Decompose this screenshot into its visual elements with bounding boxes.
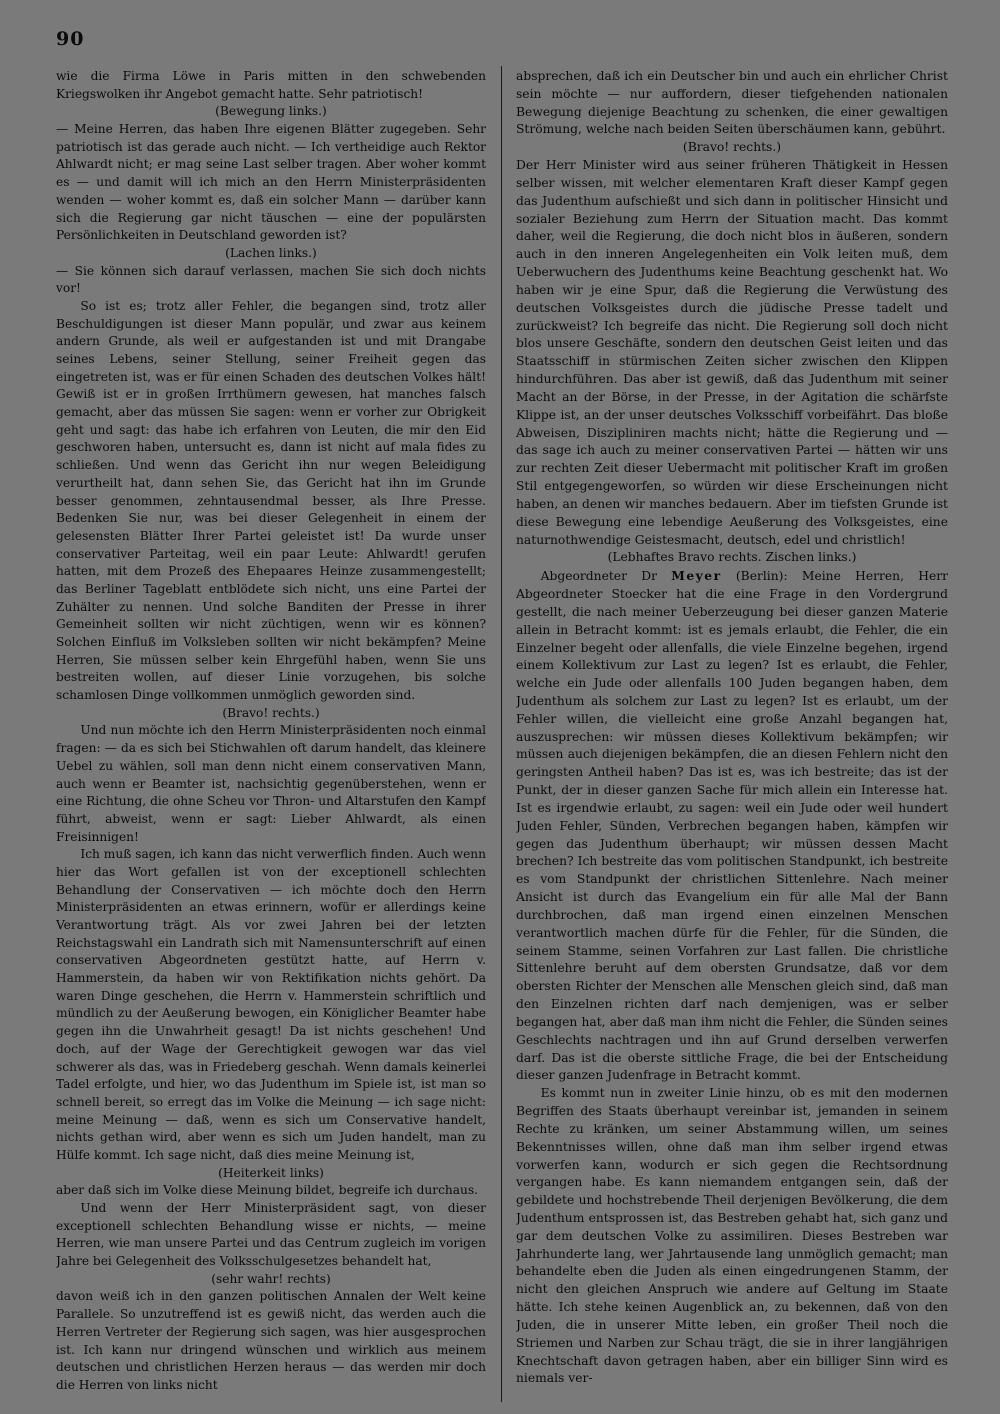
paragraph: Der Herr Minister wird aus seiner früheren Thätigkeit in Hessen selber wissen, mit welcher elementaren Kraft dieser Kampf gegen das Judenthum aufschießt und sich dann in politischer Hinsicht und sozialer Beziehung zum Herrn der Situation macht. Das kommt daher, weil die Regierung, die doch nicht blos in äußeren, sondern auch in den inneren Angelegenheiten ein Volk leiten muß, dem Ueberwuchern des Judenthums keine Beachtung geschenkt hat. Wo haben wir je eine Spur, daß die Regierung die Verwüstung des deutschen Volksgeistes durch die jüdische Presse tadelt und zurückweist? Ich begreife das nicht. Die Regierung soll doch nicht blos unsere Geschäfte, sondern den deutschen Geist leiten und das Staatsschiff in stürmischen Zeiten sicher zwischen den Klippen hindurchführen. Das aber ist gewiß, daß das Judenthum mit seiner Macht an der Börse, in der Presse, in der Agitation die schärfste Klippe ist, an der unser deutsches Volksschiff vorbeifährt. Das bloße Abweisen, Diszipliniren machts nicht; hätte die Regierung und — das sage ich auch zu meiner conservativen Partei — hätten wir uns zur rechten Zeit dieser Uebermacht mit politischer Kraft im großen Stil entgegengeworfen, so würden wir diese Erscheinungen nicht haben, an denen wir manches bedauern. Aber im tiefsten Grunde ist diese Bewegung eine lebendige Aeußerung des Volksgeistes, eine naturnothwendige Geistesmacht, deutsch, edel und christlich!: [516, 158, 948, 547]
paragraph: Und nun möchte ich den Herrn Ministerpräsidenten noch einmal fragen: — da es sich bei Stichwahlen oft darum handelt, das kleinere Uebel zu wählen, soll man denn nicht einem conservativen Mann, auch wenn er Beamter ist, nachsichtig gegenüberstehen, wenn er eine Richtung, die ohne Scheu vor Thron- und Altarstufen den Kampf führt, abweist, wenn er sagt: Lieber Ahlwardt, als einen Freisinnigen!: [56, 723, 486, 844]
left-column: [56, 68, 486, 1398]
paragraph: aber daß sich im Volke diese Meinung bildet, begreife ich durchaus.: [56, 1183, 478, 1198]
paragraph: Ich muß sagen, ich kann das nicht verwerflich finden. Auch wenn hier das Wort gefallen ist von der exceptionell schlechten Behandlung der Conservativen — ich möchte doch den Herrn Ministerpräsidenten an etwas erinnern, wofür er allerdings keine Verantwortung trägt. Als vor zwei Jahren bei der letzten Reichstagswahl ein Landrath sich mit Namensunterschrift auf einen conservativen Abgeordneten gestützt hatte, auf Herrn v. Hammerstein, da haben wir von Rektifikation nichts gehört. Da waren Dinge geschehen, die Herrn v. Hammerstein schriftlich und mündlich zu der Aeußerung bewogen, ein Königlicher Beamter habe gegen ihn die Unwahrheit gesagt! Da ist nichts geschehen! Und doch, auf der Wage der Gerechtigkeit gewogen war das viel schwerer als das, was in Friedeberg geschah. Wenn damals keinerlei Tadel erfolgte, und hier, wo das Judenthum im Spiele ist, ist man so schnell bereit, so erregt das im Volke die Meinung — ich sage nicht: meine Meinung — daß, wenn es sich um Conservative handelt, nichts gethan wird, aber wenn es sich um Juden handelt, man zu Hülfe kommt. Ich sage nicht, daß dies meine Meinung ist,: [56, 847, 486, 1162]
paragraph: So ist es; trotz aller Fehler, die begangen sind, trotz aller Beschuldigungen ist dieser Mann populär, und zwar aus keinem andern Grunde, als weil er aufgestanden ist und mit Drangabe seines Lebens, seiner Stellung, seiner Freiheit gegen das eingetreten ist, was er für einen Schaden des deutschen Volkes hält! Gewiß ist er in großen Irrthümern gewesen, hat manches falsch gemacht, aber das müssen Sie sagen: wenn er vorher zur Obrigkeit geht und sagt: das habe ich erfahren von Leuten, die mir den Eid geschworen haben, untersucht es, dann ist nicht auf mala fides zu schließen. Und wenn das Gericht ihn nur wegen Beleidigung verurtheilt hat, dann sehen Sie, das Gericht hat ihn im Grunde besser genommen, zehntausendmal besser, als Ihre Presse. Bedenken Sie nur, was bei dieser Gelegenheit in einem der gelesensten Blätter Ihrer Partei geleistet ist! Da wurde unser conservativer Parteitag, weil ein paar Leute: Ahlwardt! gerufen hatten, mit dem Prozeß des Ehepaares Heinze zusammengestellt; das Berliner Tageblatt entblödete sich nicht, uns eine Partei der Zuhälter zu nennen. Und solche Banditen der Presse in ihrer Gemeinheit sollten wir nicht züchtigen, wenn wir es können? Solchen Einfluß im Volksleben sollten wir nicht bekämpfen? Meine Herren, Sie müssen selber kein Ehrgefühl haben, wenn Sie uns bestreiten wollen, auf dieser Linie vorzugehen, bis solche schamlosen Dinge vollkommen unmöglich geworden sind.: [56, 298, 486, 703]
parenthetical-remark: (sehr wahr! rechts): [211, 1271, 331, 1286]
parenthetical-remark: (Bravo! rechts.): [682, 140, 782, 155]
parenthetical-remark: (Bravo! rechts.): [222, 705, 320, 720]
speaker-title: Abgeordneter Dr: [540, 569, 672, 584]
paragraph: Es kommt nun in zweiter Linie hinzu, ob es mit den modernen Begriffen des Staats überhaupt vereinbar ist, jemanden in seinem Rechte zu kränken, um seiner Abstammung willen, um seines Bekenntnisses willen, ohne daß man ihm selber irgend etwas vorwerfen kann, wodurch er sich gegen die Rechtsordnung vergangen habe. Es kann niemandem entgangen sein, daß der gebildete und hochstrebende Theil derjenigen Bevölkerung, die dem Judenthum entsprossen ist, das Bestreben gehabt hat, sich ganz und gar dem deutschen Volke zu assimiliren. Dieses Bestreben war Jahrhunderte lang, wer Jahrtausende lang unmöglich gemacht; man behandelte eben die Juden als einen eingedrungenen Stamm, der nicht den gleichen Anspruch wie andere auf Geltung im Staate hätte. Ich stehe keinen Augenblick an, zu bekennen, daß von den Juden, die in unserer Mitte leben, ein großer Theil noch die Striemen und Narben zur Schau trägt, die sie in ihrer langjährigen Knechtschaft davon getragen haben, aber ein billiger Sinn wird es niemals ver-: [516, 1086, 948, 1386]
parenthetical-remark: (Lachen links.): [225, 245, 317, 260]
paragraph: Und wenn der Herr Ministerpräsident sagt, von dieser exceptionell schlechten Behandlung wisse er nichts, — meine Herren, wie man unsere Partei und das Centrum zugleich im vorigen Jahre bei Gelegenheit des Volksschulgesetzes behandelt hat,: [56, 1201, 486, 1269]
column-divider: [501, 66, 502, 1402]
paragraph: — Meine Herren, das haben Ihre eigenen Blätter zugegeben. Sehr patriotisch ist das gerade auch nicht. — Ich vertheidige auch Rektor Ahlwardt nicht; er mag seine Last selber tragen. Aber woher kommt es — und damit will ich mich an den Herrn Ministerpräsidenten wenden — woher kommt es, daß ein solcher Mann — darüber kann sich die Regierung gar nicht täuschen — eine der populärsten Persönlichkeiten in Deutschland geworden ist?: [56, 122, 486, 243]
right-column: [516, 68, 948, 1398]
parenthetical-remark: (Heiterkeit links): [218, 1165, 324, 1180]
paragraph: [516, 567, 948, 1085]
speech-text: (Berlin): Meine Herren, Herr Abgeordneter Stoecker hat die eine Frage in den Vordergrund gestellt, die nach meiner Ueberzeugung bei dieser ganzen Materie allein in Betracht kommt: ist es jemals erlaubt, die Fehler, die ein Einzelner begeht oder allenfalls, die viele Einzelne begehen, irgend einem Kollektivum zur Last zu legen? Ist es erlaubt, die Fehler, welche ein Jude oder allenfalls 100 Juden begangen haben, dem Judenthum als solchem zur Last zu legen? Ist es erlaubt, um der Fehler willen, die vielleicht eine große Anzahl begangen hat, auszusprechen: wir müssen dieses Kollektivum bekämpfen; wir müssen auch diejenigen bekämpfen, die an diesen Fehlern nicht den geringsten Antheil haben? Das ist es, was ich bestreite; das ist der Punkt, der in dieser ganzen Sache für mich allein ein Interesse hat. Ist es irgendwie erlaubt, zu sagen: weil ein Jude oder weil hundert Juden Fehler, Sünden, Verbrechen begangen haben, kämpfen wir gegen das Judenthum überhaupt; wir müssen dessen Macht brechen? Ich bestreite das vom politischen Standpunkt, ich bestreite es vom Standpunkt der christlichen Sittenlehre. Nach meiner Ansicht ist durch das Evangelium ein für alle Mal der Bann durchbrochen, daß man irgend einen einzelnen Menschen verantwortlich machen dürfe für die Fehler, für die Sünden, die seinem Stamme, seinen Vorfahren zur Last fallen. Die christliche Sittenlehre beruht auf dem obersten Grundsatze, daß vor dem obersten Richter der Menschen alle Menschen gleich sind, daß man den Einzelnen richten darf nach demjenigen, was er selber begangen hat, aber daß man ihm nicht die Fehler, die Sünden seines Geschlechts nachtragen und ihn auf Grund derselben verwerfen darf. Das ist die oberste sittliche Frage, die bei der Entscheidung dieser ganzen Judenfrage in Betracht kommt.: [516, 569, 948, 1083]
parenthetical-remark: (Bewegung links.): [215, 104, 327, 119]
paragraph: — Sie können sich darauf verlassen, machen Sie sich doch nichts vor!: [56, 263, 486, 296]
parenthetical-remark: (Lebhaftes Bravo rechts. Zischen links.): [607, 550, 857, 565]
paragraph: davon weiß ich in den ganzen politischen Annalen der Welt keine Parallele. So unzutreffend ist es gewiß nicht, das werden auch die Herren Vertreter der Regierung sich sagen, was hier ausgesprochen ist. Ich kann nur dringend wünschen und wirklich aus meinem deutschen und christlichen Herzen heraus — das werden mir doch die Herren von links nicht: [56, 1289, 486, 1392]
page-number: 90: [56, 28, 85, 50]
paragraph: absprechen, daß ich ein Deutscher bin und auch ein ehrlicher Christ sein möchte — nur auffordern, dieser tiefgehenden nationalen Bewegung diejenige Beachtung zu schenken, die einer gewaltigen Strömung, welche nach beiden Seiten überschäumen kann, gebührt.: [516, 69, 948, 137]
paragraph: wie die Firma Löwe in Paris mitten in den schwebenden Kriegswolken ihr Angebot gemacht hatte. Sehr patriotisch!: [56, 69, 486, 101]
speaker-name: Meyer: [671, 568, 722, 584]
